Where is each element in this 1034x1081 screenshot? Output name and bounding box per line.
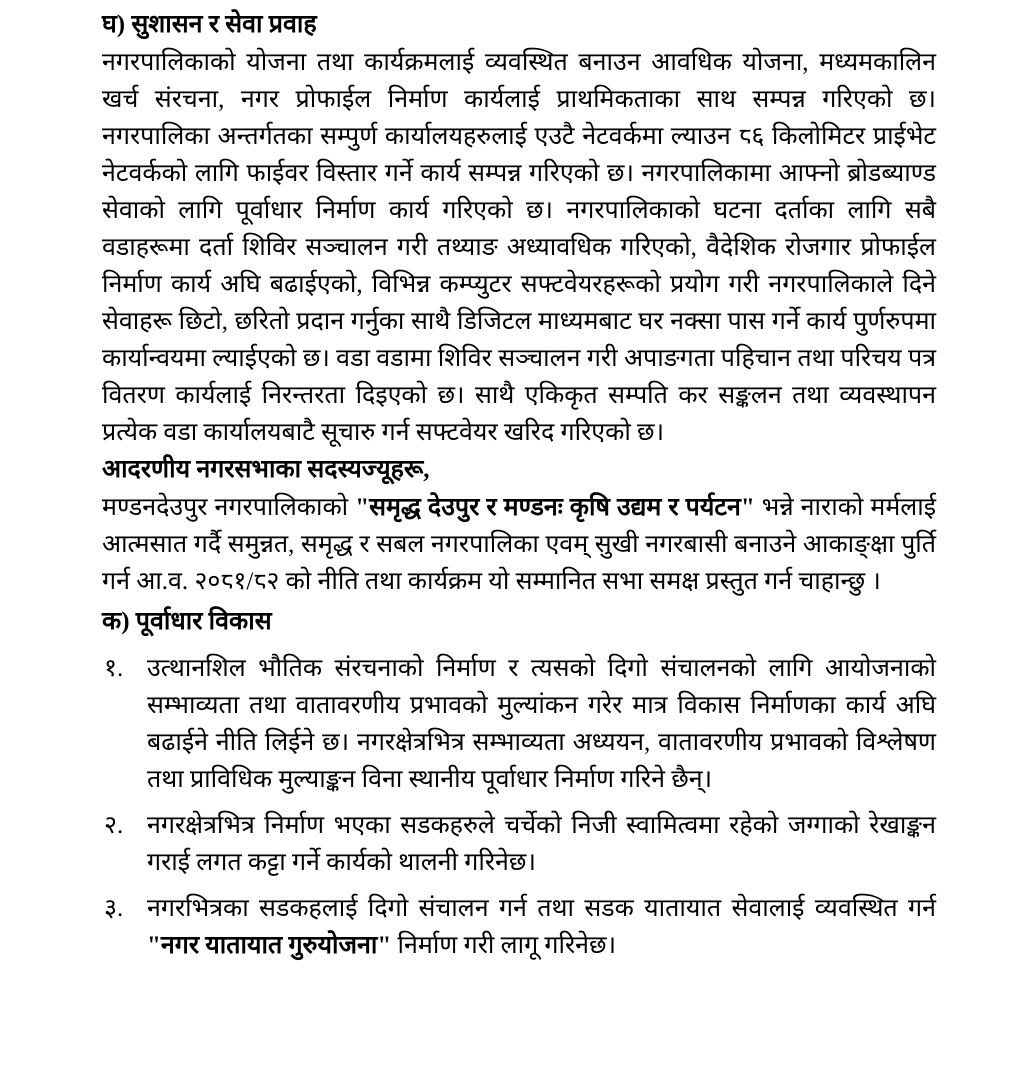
list-item-3-text-post: निर्माण गरी लागू गरिनेछ। <box>391 932 617 959</box>
list-item-1-text: उत्थानशिल भौतिक संरचनाको निर्माण र त्यसको दिगो संचालनको लागि आयोजनाको सम्भाव्यता तथा वातावरणीय प्रभावको मुल्यांकन गरेर मात्र विकास निर्माणका कार्य अघि बढाईने नीति लिईने छ। नगरक्षेत्रभित्र सम्भाव्यता अध्ययन, वातावरणीय प्रभावको विश्लेषण तथा प्राविधिक मुल्याङ्कन विना स्थानीय पूर्वाधार निर्माण गरिने छैन्। <box>147 655 936 793</box>
section-heading-infrastructure: क) पूर्वाधार विकास <box>102 608 272 635</box>
policy-list <box>102 650 936 964</box>
list-item-3 <box>102 890 936 964</box>
section-heading-address: आदरणीय नगरसभाका सदस्यज्यूहरू, <box>102 456 430 483</box>
paragraph-slogan-pre: मण्डनदेउपुर नगरपालिकाको <box>102 494 356 521</box>
paragraph-governance: नगरपालिकाको योजना तथा कार्यक्रमलाई व्यवस्थित बनाउन आवधिक योजना, मध्यमकालिन खर्च संरचना, नगर प्रोफाईल निर्माण कार्यलाई प्राथमिकताका साथ सम्पन्न गरिएको छ। नगरपालिका अन्तर्गतका सम्पुर्ण कार्यालयहरुलाई एउटै नेटवर्कमा ल्याउन ८६ किलोमिटर प्राईभेट नेटवर्कको लागि फाईवर विस्तार गर्ने कार्य सम्पन्न गरिएको छ। नगरपालिकामा आफ्नो ब्रोडब्याण्ड सेवाको लागि पूर्वाधार निर्माण कार्य गरिएको छ। नगरपालिकाको घटना दर्ताका लागि सबै वडाहरूमा दर्ता शिविर सञ्चालन गरी तथ्याङ अध्यावधिक गरिएको, वैदेशिक रोजगार प्रोफाईल निर्माण कार्य अघि बढाईएको, विभिन्न कम्प्युटर सफ्टवेयरहरूको प्रयोग गरी नगरपालिकाले दिने सेवाहरू छिटो, छरितो प्रदान गर्नुका साथै डिजिटल माध्यमबाट घर नक्सा पास गर्ने कार्य पुर्णरुपमा कार्यान्वयमा ल्याईएको छ। वडा वडामा शिविर सञ्चालन गरी अपाङगता पहिचान तथा परिचय पत्र वितरण कार्यलाई निरन्तरता दिइएको छ। साथै एकिकृत सम्पति कर सङ्कलन तथा व्यवस्थापन प्रत्येक वडा कार्यालयबाटै सूचारु गर्न सफ्टवेयर खरिद गरिएको छ। <box>102 49 936 446</box>
paragraph-slogan <box>102 489 936 600</box>
section-heading-governance: घ) सुशासन र सेवा प्रवाह <box>102 11 317 38</box>
list-item-2 <box>102 807 936 881</box>
masterplan-quote: "नगर यातायात गुरुयोजना" <box>147 932 392 959</box>
list-item-3-text-pre: नगरभित्रका सडकहलाई दिगो संचालन गर्न तथा सडक यातायात सेवालाई व्यवस्थित गर्न <box>147 895 936 922</box>
slogan-quote: "समृद्ध देउपुर र मण्डनः कृषि उद्यम र पर्यटन" <box>355 494 755 521</box>
list-item-1-number: १. <box>104 655 124 682</box>
paragraph-slogan-post: भन्ने नाराको मर्मलाई आत्मसात गर्दै समुन्नत, समृद्ध र सबल नगरपालिका एवम् सुखी नगरबासी बनाउने आकाङ्क्षा पुर्ति गर्न आ.व. २०८१/८२ को नीति तथा कार्यक्रम यो सम्मानित सभा समक्ष प्रस्तुत गर्न चाहान्छु । <box>102 494 937 595</box>
list-item-1 <box>102 650 936 798</box>
list-item-2-number: २. <box>104 812 124 839</box>
list-item-3-number: ३. <box>104 895 124 922</box>
list-item-2-text: नगरक्षेत्रभित्र निर्माण भएका सडकहरुले चर्चेको निजी स्वामित्वमा रहेको जग्गाको रेखाङ्कन गराई लगत कट्टा गर्ने कार्यको थालनी गरिनेछ। <box>147 812 936 876</box>
